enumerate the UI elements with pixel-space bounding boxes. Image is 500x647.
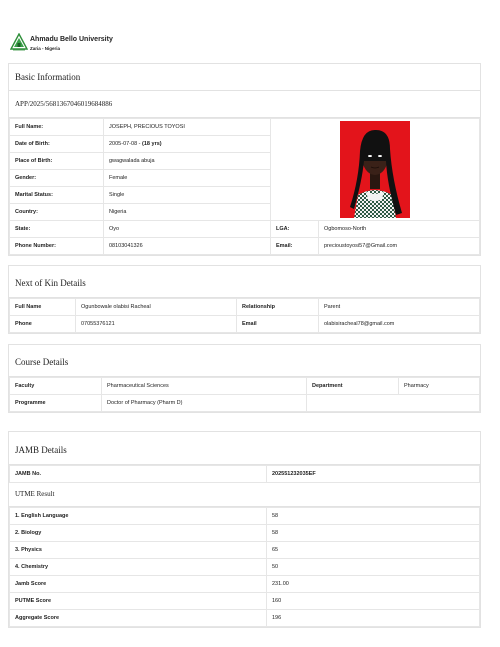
lga-value: Ogbomoso-North: [319, 221, 480, 238]
programme-label: Programme: [10, 395, 102, 412]
programme-empty-cell: [307, 395, 480, 412]
subject-english-score: 58: [267, 508, 480, 525]
kin-email-label: Email: [237, 316, 319, 333]
phone-number-label: Phone Number:: [10, 238, 104, 255]
aggregate-score-label: Aggregate Score: [10, 610, 267, 627]
kin-name-value: Ogunbowale olabisi Racheal: [76, 299, 237, 316]
full-name-label: Full Name:: [10, 119, 104, 136]
jamb-details-title: JAMB Details: [9, 432, 480, 465]
basic-information-card: [8, 63, 481, 256]
dob-value: [104, 136, 271, 153]
course-details-card: [8, 344, 481, 413]
subject-chemistry-score: 50: [267, 559, 480, 576]
next-of-kin-table: [9, 298, 480, 333]
utme-result-table: [9, 507, 480, 627]
basic-information-title: Basic Information: [9, 64, 480, 91]
jamb-score-value: 231.00: [267, 576, 480, 593]
basic-information-table: [9, 118, 480, 255]
marital-status-label: Marital Status:: [10, 187, 104, 204]
subject-biology-score: 58: [267, 525, 480, 542]
dob-age: (18 yrs): [142, 141, 162, 147]
kin-name-label: Full Name: [10, 299, 76, 316]
kin-email-value: olabisiracheal78@gmail.com: [319, 316, 480, 333]
putme-score-value: 160: [267, 593, 480, 610]
kin-phone-value: 07055376121: [76, 316, 237, 333]
email-label: Email:: [271, 238, 319, 255]
faculty-label: Faculty: [10, 378, 102, 395]
kin-phone-label: Phone: [10, 316, 76, 333]
subject-physics-label: 3. Physics: [10, 542, 267, 559]
putme-score-label: PUTME Score: [10, 593, 267, 610]
jamb-number-table: [9, 465, 480, 483]
next-of-kin-card: [8, 265, 481, 334]
programme-value: Doctor of Pharmacy (Pharm D): [102, 395, 307, 412]
email-value: precioustoyosi57@Gmail.com: [319, 238, 480, 255]
jamb-number-value: 202551232035EF: [267, 466, 480, 483]
utme-result-title: UTME Result: [9, 483, 480, 507]
university-name: Ahmadu Bello University: [30, 36, 113, 43]
full-name-value: JOSEPH, PRECIOUS TOYOSI: [104, 119, 271, 136]
gender-value: Female: [104, 170, 271, 187]
state-value: Oyo: [104, 221, 271, 238]
dob-label: Date of Birth:: [10, 136, 104, 153]
lga-label: LGA:: [271, 221, 319, 238]
faculty-value: Pharmaceutical Sciences: [102, 378, 307, 395]
subject-chemistry-label: 4. Chemistry: [10, 559, 267, 576]
kin-relationship-value: Parent: [319, 299, 480, 316]
gender-label: Gender:: [10, 170, 104, 187]
aggregate-score-value: 196: [267, 610, 480, 627]
subject-physics-score: 65: [267, 542, 480, 559]
university-logo-icon: [10, 33, 28, 51]
department-label: Department: [307, 378, 399, 395]
state-label: State:: [10, 221, 104, 238]
department-value: Pharmacy: [399, 378, 480, 395]
course-details-title: Course Details: [9, 345, 480, 377]
subject-english-label: 1. English Language: [10, 508, 267, 525]
country-label: Country:: [10, 204, 104, 221]
dob-date: 2005-07-08 -: [109, 141, 143, 147]
marital-status-value: Single: [104, 187, 271, 204]
jamb-score-label: Jamb Score: [10, 576, 267, 593]
passport-photo-cell: [271, 119, 480, 221]
place-of-birth-value: gwagwalada abuja: [104, 153, 271, 170]
place-of-birth-label: Place of Birth:: [10, 153, 104, 170]
application-number: APP/2025/5681367046019684886: [9, 91, 480, 118]
passport-photo: [340, 121, 410, 218]
subject-biology-label: 2. Biology: [10, 525, 267, 542]
jamb-details-card: [8, 431, 481, 628]
phone-number-value: 08103041326: [104, 238, 271, 255]
jamb-number-label: JAMB No.: [10, 466, 267, 483]
kin-relationship-label: Relationship: [237, 299, 319, 316]
course-details-table: [9, 377, 480, 412]
university-location: Zaria - Nigeria: [30, 46, 61, 51]
country-value: Nigeria: [104, 204, 271, 221]
next-of-kin-title: Next of Kin Details: [9, 266, 480, 298]
